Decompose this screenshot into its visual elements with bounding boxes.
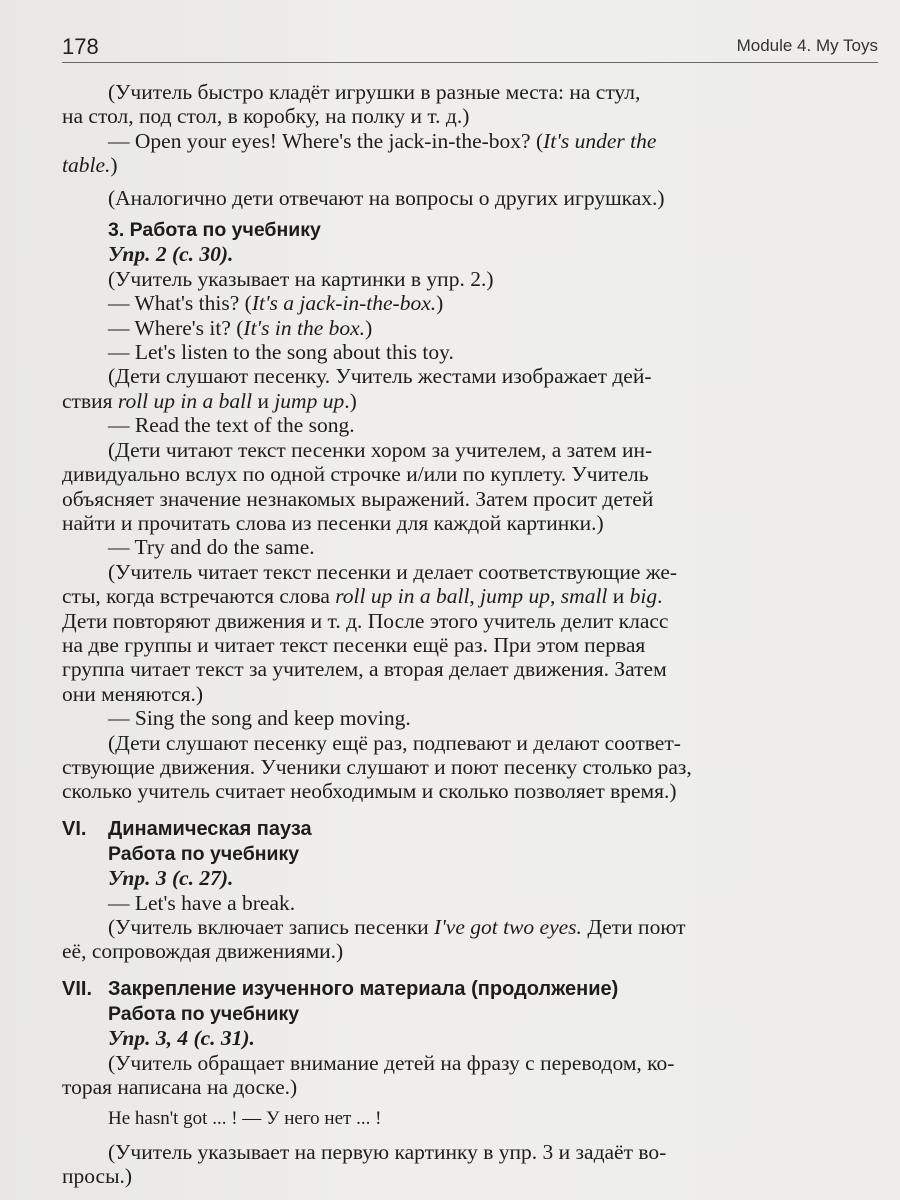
text: Дети поют	[581, 915, 686, 939]
dialogue-line	[62, 291, 882, 315]
text: — Open your eyes! Where's the jack-in-the-box? (	[108, 128, 544, 153]
italic-text: roll up in a ball	[117, 388, 253, 413]
paragraph	[62, 389, 882, 413]
section-heading-vi	[62, 816, 882, 842]
text: и	[607, 584, 630, 609]
italic-text: big	[629, 584, 658, 609]
exercise-ref: Упр. 3 (с. 27).	[108, 866, 234, 891]
page-number: 178	[62, 34, 99, 59]
paragraph: (Дети читают текст песенки хором за учителем, а затем ин-	[108, 437, 653, 462]
module-title: Module 4. My Toys	[736, 36, 878, 55]
paragraph: Дети повторяют движения и т. д. После этого учитель делит класс	[62, 608, 669, 633]
italic-text: It's under the	[543, 128, 657, 153]
phrase-line: He hasn't got ... ! — У него нет ... !	[108, 1108, 382, 1130]
paragraph: объясняет значение незнакомых выражений. Затем просит детей	[62, 486, 654, 511]
paragraph: найти и прочитать слова из песенки для каждой картинки.)	[62, 510, 604, 535]
paragraph: (Дети слушают песенку. Учитель жестами изображает дей-	[108, 364, 652, 389]
italic-text: small	[560, 584, 608, 609]
text: ствия	[62, 388, 118, 413]
paragraph: просы.)	[62, 1164, 133, 1189]
dialogue-line: — Try and do the same.	[108, 535, 315, 560]
page-body	[62, 80, 882, 1189]
italic-text: roll up in a ball	[335, 584, 470, 609]
exercise-ref: Упр. 2 (с. 30).	[108, 242, 234, 267]
paragraph	[62, 584, 882, 608]
text: )	[110, 153, 118, 178]
italic-text: table.	[62, 153, 111, 178]
paragraph: ствующие движения. Ученики слушают и поют песенку столько раз,	[62, 754, 692, 779]
section-number: VI.	[62, 817, 87, 840]
dialogue-line: — Sing the song and keep moving.	[108, 706, 411, 731]
subheading: Работа по учебнику	[108, 842, 300, 865]
italic-text: It's a jack-in-the-box.	[251, 291, 437, 316]
text: — What's this? (	[108, 291, 252, 316]
section-heading-vii	[62, 976, 882, 1002]
paragraph: (Дети слушают песенку ещё раз, подпевают и делают соответ-	[108, 730, 681, 755]
paragraph: торая написана на доске.)	[62, 1075, 298, 1100]
dialogue-line: — Let's have a break.	[108, 890, 296, 915]
paragraph: (Учитель читает текст песенки и делает соответствующие же-	[108, 559, 678, 584]
paragraph: (Аналогично дети отвечают на вопросы о других игрушках.)	[108, 185, 665, 210]
paragraph: они меняются.)	[62, 681, 204, 706]
text: сты, когда встречаются слова	[62, 584, 336, 609]
section-number: VII.	[62, 977, 93, 1000]
italic-text: It's in the box.	[243, 315, 366, 340]
exercise-ref: Упр. 3, 4 (с. 31).	[108, 1026, 255, 1051]
dialogue-line-cont	[62, 153, 882, 177]
italic-text: jump up	[480, 584, 551, 609]
paragraph: (Учитель указывает на первую картинку в упр. 3 и задаёт во-	[108, 1139, 667, 1164]
paragraph	[62, 915, 882, 939]
paragraph: (Учитель обращает внимание детей на фразу с переводом, ко-	[108, 1050, 675, 1075]
paragraph: на две группы и читает текст песенки ещё раз. При этом первая	[62, 632, 646, 657]
text: )	[365, 315, 373, 340]
text: (Учитель включает запись песенки	[108, 915, 435, 939]
text: .	[657, 584, 663, 609]
paragraph: (Учитель быстро кладёт игрушки в разные места: на стул,	[108, 80, 641, 104]
text: и	[252, 388, 275, 413]
paragraph: её, сопровождая движениями.)	[62, 939, 344, 964]
text: — Where's it? (	[108, 315, 244, 340]
text: ,	[550, 584, 561, 609]
section-title: Динамическая пауза	[108, 817, 312, 840]
dialogue-line	[62, 129, 882, 153]
paragraph: дивидуально вслух по одной строчке и/или по куплету. Учитель	[62, 462, 649, 487]
italic-text: jump up	[274, 388, 345, 413]
paragraph: сколько учитель считает необходимым и сколько позволяет время.)	[62, 779, 677, 804]
text: )	[436, 291, 444, 316]
italic-text: I've got two eyes.	[434, 915, 582, 939]
dialogue-line: — Let's listen to the song about this toy.	[108, 340, 454, 365]
subheading: Работа по учебнику	[108, 1002, 300, 1025]
paragraph: на стол, под стол, в коробку, на полку и т. д.)	[62, 104, 470, 129]
dialogue-line	[62, 316, 882, 340]
section-heading: 3. Работа по учебнику	[108, 219, 321, 242]
dialogue-line: — Read the text of the song.	[108, 413, 355, 438]
page-header	[62, 32, 878, 63]
paragraph: группа читает текст за учителем, а вторая делает движения. Затем	[62, 657, 667, 682]
text: .)	[344, 388, 357, 413]
text: ,	[469, 584, 481, 609]
section-title: Закрепление изученного материала (продолжение)	[108, 977, 619, 1000]
paragraph: (Учитель указывает на картинки в упр. 2.)	[108, 266, 494, 291]
